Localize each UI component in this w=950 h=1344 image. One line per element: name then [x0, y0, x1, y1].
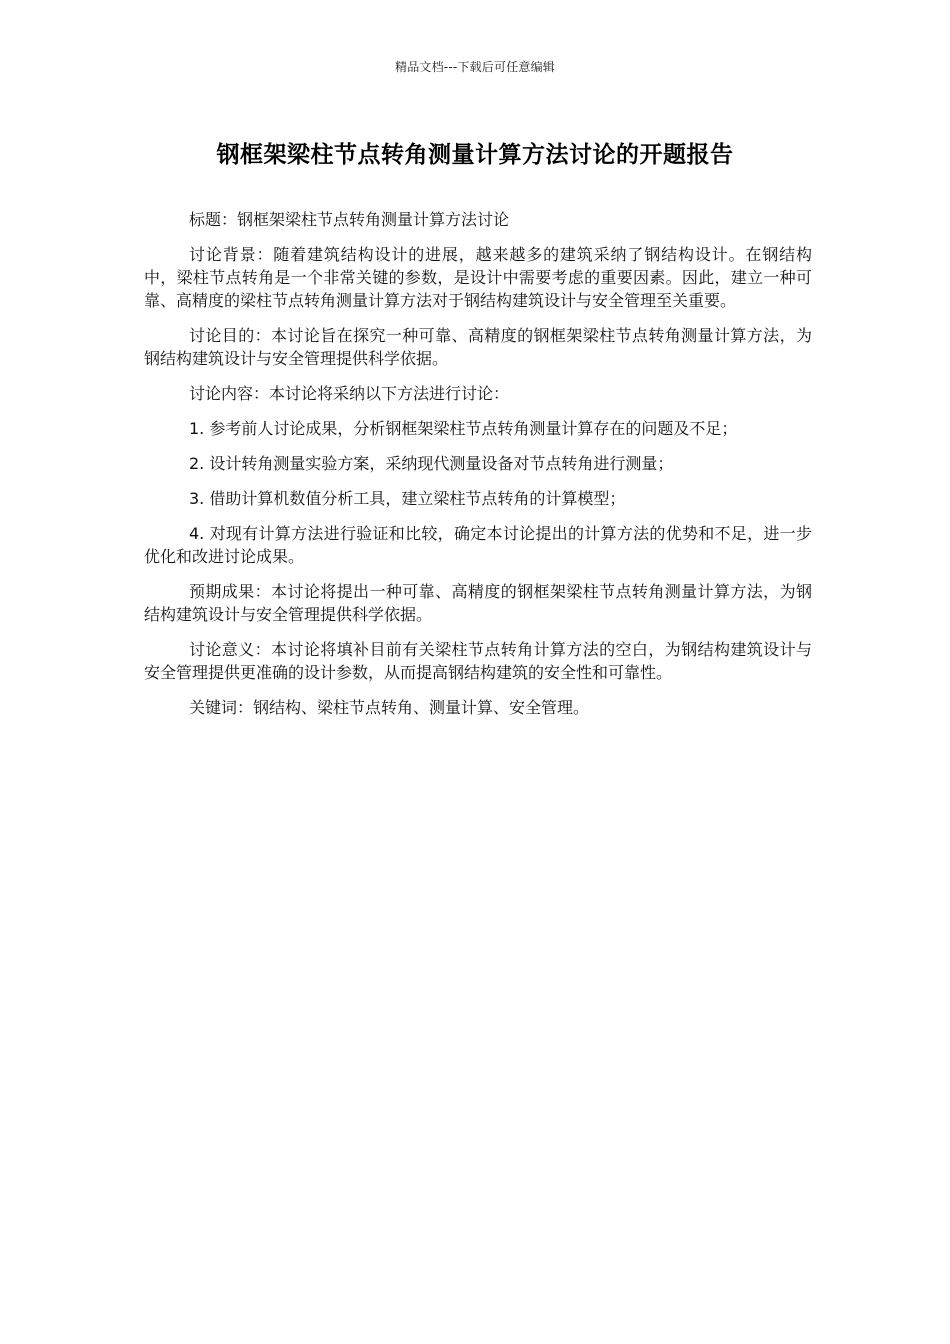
list-item-4: 4. 对现有计算方法进行验证和比较，确定本讨论提出的计算方法的优势和不足，进一步优化和改进讨论成果。 [144, 524, 812, 566]
paragraph-background: 讨论背景：随着建筑结构设计的进展，越来越多的建筑采纳了钢结构设计。在钢结构中，梁柱节点转角是一个非常关键的参数，是设计中需要考虑的重要因素。因此，建立一种可靠、高精度的梁柱节点转角测量计算方法对于钢结构建筑设计与安全管理至关重要。 [144, 245, 812, 310]
paragraph-keywords: 关键词：钢结构、梁柱节点转角、测量计算、安全管理。 [189, 698, 590, 717]
paragraph-content: 讨论内容：本讨论将采纳以下方法进行讨论： [189, 384, 510, 403]
list-item-1: 1. 参考前人讨论成果，分析钢框架梁柱节点转角测量计算存在的问题及不足； [189, 419, 738, 438]
paragraph-expected-results: 预期成果：本讨论将提出一种可靠、高精度的钢框架梁柱节点转角测量计算方法，为钢结构建筑设计与安全管理提供科学依据。 [144, 582, 812, 624]
document-body [144, 208, 812, 731]
paragraph-significance: 讨论意义：本讨论将填补目前有关梁柱节点转角计算方法的空白，为钢结构建筑设计与安全管理提供更准确的设计参数，从而提高钢结构建筑的安全性和可靠性。 [144, 640, 812, 682]
list-item-2: 2. 设计转角测量实验方案，采纳现代测量设备对节点转角进行测量； [189, 454, 674, 473]
header-note: 精品文档---下载后可任意编辑 [395, 60, 555, 74]
paragraph-topic: 标题：钢框架梁柱节点转角测量计算方法讨论 [189, 210, 510, 229]
list-item-3: 3. 借助计算机数值分析工具，建立梁柱节点转角的计算模型； [189, 489, 626, 508]
paragraph-purpose: 讨论目的：本讨论旨在探究一种可靠、高精度的钢框架梁柱节点转角测量计算方法，为钢结构建筑设计与安全管理提供科学依据。 [144, 326, 812, 368]
document-title: 钢框架梁柱节点转角测量计算方法讨论的开题报告 [216, 142, 734, 168]
